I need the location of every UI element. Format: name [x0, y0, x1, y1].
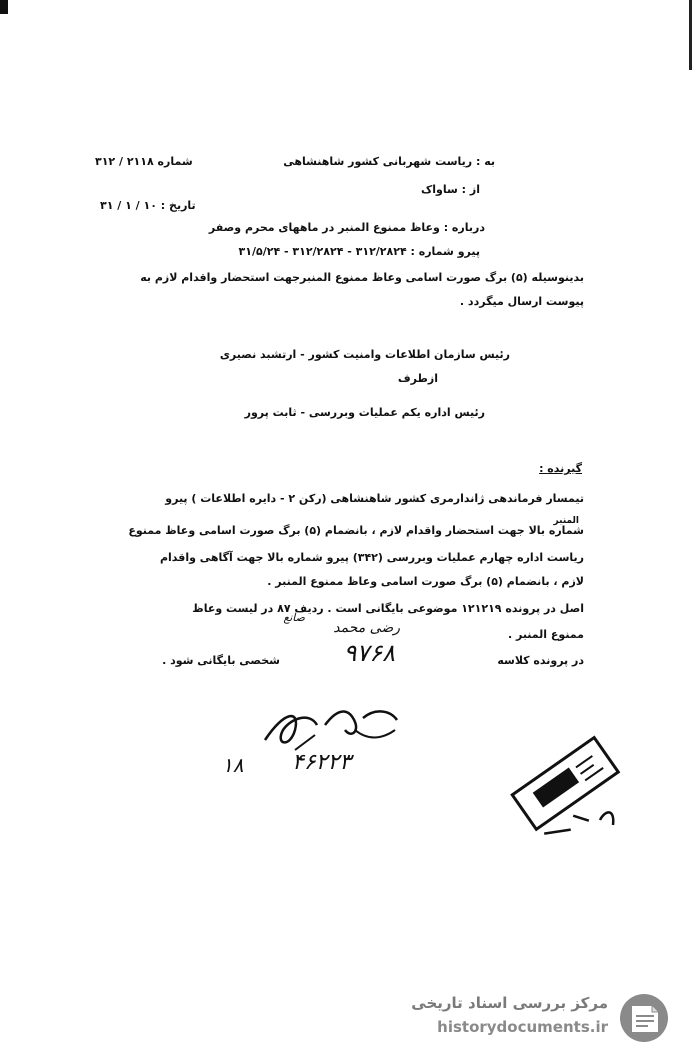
archive-name: مرکز بررسی اسناد تاریخی — [411, 994, 608, 1012]
body-line-1: بدینوسیله (۵) برگ صورت اسامی وعاظ ممنوع المنبرجهت استحضار واقدام لازم به — [140, 271, 584, 284]
recipient-line-3: ریاست اداره چهارم عملیات وبررسی (۳۴۲) پیرو شماره بالا جهت آگاهی واقدام — [159, 551, 584, 564]
note-line-3-prefix: در پرونده کلاسه — [497, 654, 584, 667]
header-date: تاریخ : ۱۰ / ۱ / ۳۱ — [100, 199, 196, 212]
signature-on-behalf: ازطرف — [397, 372, 438, 385]
scan-edge-mark-right — [689, 0, 692, 70]
archive-stamp — [505, 730, 635, 840]
recipient-line-2: شماره بالا جهت استحضار واقدام لازم ، بانضمام (۵) برگ صورت اسامی وعاظ ممنوع — [128, 524, 584, 537]
handwritten-name: رضی محمد — [333, 620, 400, 636]
scan-edge-mark — [0, 0, 8, 14]
header-from: از : ساواک — [421, 183, 480, 196]
recipient-line-4: لازم ، بانضمام (۵) برگ صورت اسامی وعاظ ممنوع المنبر . — [267, 575, 584, 588]
recipient-line-1-above: المنبر — [553, 516, 579, 526]
note-line-3-suffix: شخصی بایگانی شود . — [162, 654, 280, 667]
recipient-line-1: تیمسار فرماندهی ژاندارمری کشور شاهنشاهی (رکن ۲ - دایره اطلاعات ) پیرو — [165, 492, 584, 505]
note-line-2: ممنوع المنبر . — [507, 628, 584, 641]
archive-website-link[interactable]: historydocuments.ir — [437, 1018, 608, 1036]
handwritten-code: ۱۸ — [222, 753, 244, 777]
signature-chief: رئیس سازمان اطلاعات وامنیت کشور - ارتشبد نصیری — [219, 348, 510, 361]
body-line-2: پیوست ارسال میگردد . — [459, 295, 584, 308]
signature-dept-head: رئیس اداره یکم عملیات وبررسی - ثابت پرور — [244, 406, 485, 419]
handwritten-signature — [255, 700, 415, 760]
handwritten-name-2: صانع — [283, 611, 305, 624]
header-subject: درباره : وعاظ ممنوع المنبر در ماههای محرم وصفر — [208, 221, 485, 234]
header-reference: پیرو شماره : ۳۱۲/۲۸۲۴ - ۳۱۲/۲۸۲۴ - ۳۱/۵/۲۴ — [238, 245, 480, 258]
archive-footer — [370, 990, 670, 1050]
handwritten-number: ۹۷۶۸ — [343, 639, 395, 667]
recipient-heading: گیرنده : — [539, 462, 582, 475]
header-to: به : ریاست شهربانی کشور شاهنشاهی — [283, 155, 495, 168]
archive-document-logo-icon — [618, 992, 670, 1044]
note-line-1: اصل در پرونده ۱۲۱۲۱۹ موضوعی بایگانی است . ردیف ۸۷ در لیست وعاظ — [192, 602, 584, 615]
handwritten-code-2: ۴۶۲۲۳ — [292, 750, 352, 775]
header-number: شماره ۲۱۱۸ / ۳۱۲ — [95, 155, 193, 168]
